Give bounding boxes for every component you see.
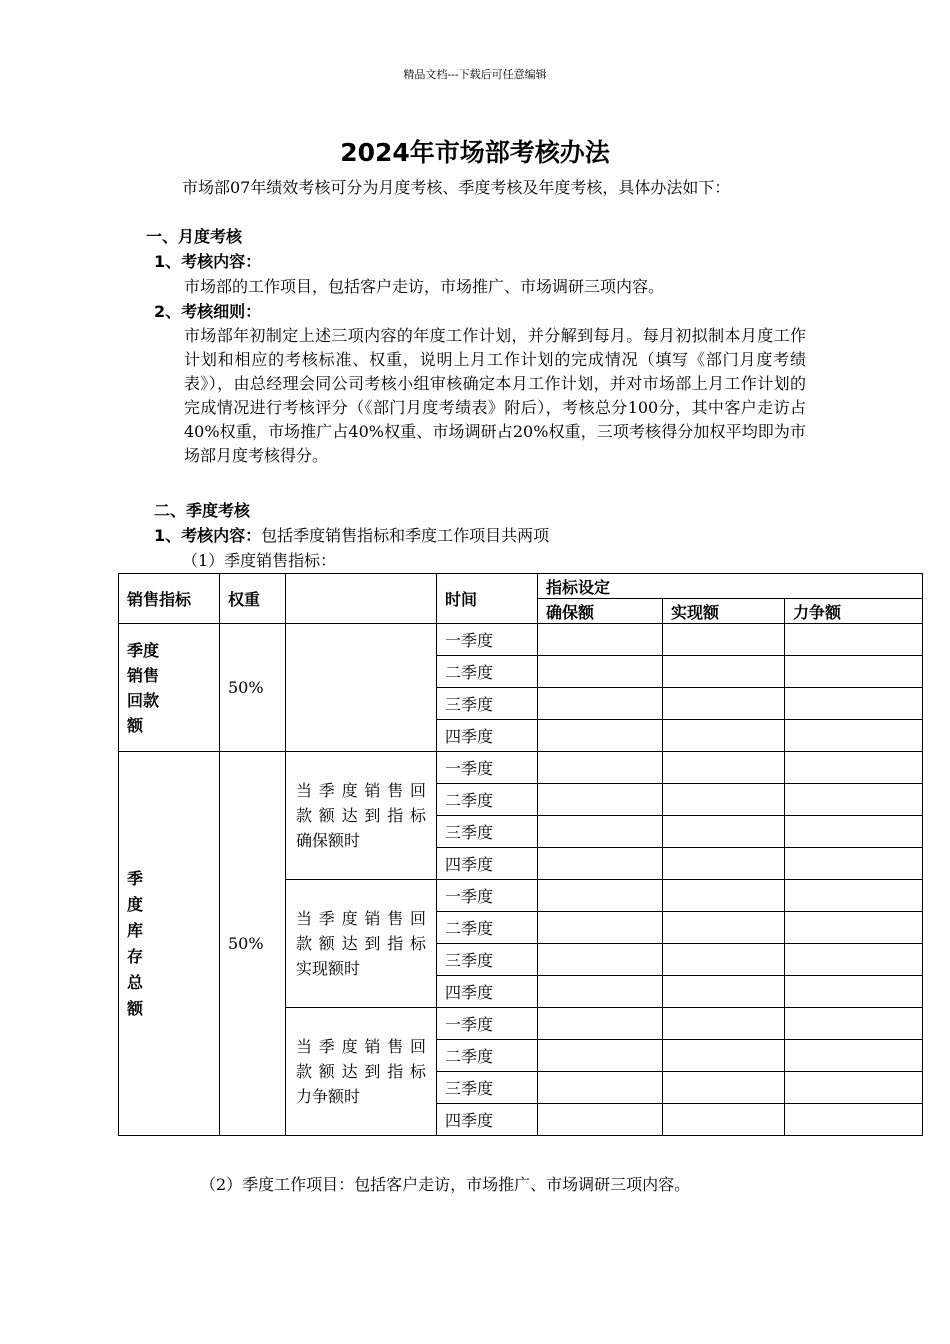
strive-cell[interactable]	[785, 720, 923, 752]
condition-strive: 当季度销售回 款额达到指标 力争额时	[286, 1008, 437, 1136]
quarter-cell: 四季度	[437, 976, 538, 1008]
header-realize: 实现额	[663, 599, 785, 624]
quarter-cell: 三季度	[437, 1072, 538, 1104]
intro-paragraph: 市场部07年绩效考核可分为月度考核、季度考核及年度考核，具体办法如下：	[182, 178, 731, 197]
quarter-cell: 三季度	[437, 816, 538, 848]
realize-cell[interactable]	[663, 976, 785, 1008]
strive-cell[interactable]	[785, 1008, 923, 1040]
header-weight: 权重	[220, 574, 286, 624]
strive-cell[interactable]	[785, 1104, 923, 1136]
realize-cell[interactable]	[663, 720, 785, 752]
guarantee-cell[interactable]	[538, 976, 663, 1008]
quarter-cell: 三季度	[437, 944, 538, 976]
quarter-cell: 四季度	[437, 720, 538, 752]
row1-label: 季度 销售 回款 额	[127, 640, 160, 735]
strive-cell[interactable]	[785, 912, 923, 944]
strive-cell[interactable]	[785, 624, 923, 656]
guarantee-cell[interactable]	[538, 1104, 663, 1136]
strive-cell[interactable]	[785, 1072, 923, 1104]
quarter-cell: 四季度	[437, 1104, 538, 1136]
realize-cell[interactable]	[663, 912, 785, 944]
section2-item1	[154, 524, 549, 548]
guarantee-cell[interactable]	[538, 688, 663, 720]
section2-sub2: （2）季度工作项目：包括客户走访，市场推广、市场调研三项内容。	[200, 1175, 691, 1194]
guarantee-cell[interactable]	[538, 784, 663, 816]
quarter-cell: 四季度	[437, 848, 538, 880]
realize-cell[interactable]	[663, 1104, 785, 1136]
section2-sub1: （1）季度销售指标：	[182, 551, 337, 570]
guarantee-cell[interactable]	[538, 1008, 663, 1040]
sales-target-table	[118, 573, 923, 1136]
header-target-setting: 指标设定	[538, 574, 923, 599]
header-blank	[286, 574, 437, 624]
document-title: 2024年市场部考核办法	[340, 138, 610, 167]
strive-cell[interactable]	[785, 848, 923, 880]
guarantee-cell[interactable]	[538, 1040, 663, 1072]
realize-cell[interactable]	[663, 1072, 785, 1104]
quarter-cell: 一季度	[437, 624, 538, 656]
realize-cell[interactable]	[663, 880, 785, 912]
quarter-cell: 二季度	[437, 1040, 538, 1072]
row2-label-cell	[119, 752, 220, 1136]
table-row	[119, 752, 923, 784]
strive-cell[interactable]	[785, 976, 923, 1008]
quarter-cell: 三季度	[437, 688, 538, 720]
guarantee-cell[interactable]	[538, 848, 663, 880]
header-guarantee: 确保额	[538, 599, 663, 624]
realize-cell[interactable]	[663, 784, 785, 816]
guarantee-cell[interactable]	[538, 656, 663, 688]
realize-cell[interactable]	[663, 816, 785, 848]
realize-cell[interactable]	[663, 1040, 785, 1072]
row1-label-cell	[119, 624, 220, 752]
guarantee-cell[interactable]	[538, 816, 663, 848]
strive-cell[interactable]	[785, 880, 923, 912]
section1-item2-label: 2、考核细则：	[154, 302, 262, 321]
section2-item1-label: 1、考核内容：	[154, 526, 262, 545]
section2-item1-text: 包括季度销售指标和季度工作项目共两项	[261, 526, 550, 545]
row1-weight: 50%	[220, 624, 286, 752]
strive-cell[interactable]	[785, 816, 923, 848]
quarter-cell: 一季度	[437, 1008, 538, 1040]
strive-cell[interactable]	[785, 752, 923, 784]
condition-guarantee: 当季度销售回 款额达到指标 确保额时	[286, 752, 437, 880]
guarantee-cell[interactable]	[538, 624, 663, 656]
realize-cell[interactable]	[663, 656, 785, 688]
strive-cell[interactable]	[785, 784, 923, 816]
page-header: 精品文档---下载后可任意编辑	[403, 68, 547, 81]
condition-realize: 当季度销售回 款额达到指标 实现额时	[286, 880, 437, 1008]
row2-weight: 50%	[220, 752, 286, 1136]
guarantee-cell[interactable]	[538, 720, 663, 752]
strive-cell[interactable]	[785, 656, 923, 688]
strive-cell[interactable]	[785, 1040, 923, 1072]
guarantee-cell[interactable]	[538, 944, 663, 976]
realize-cell[interactable]	[663, 848, 785, 880]
quarter-cell: 一季度	[437, 752, 538, 784]
strive-cell[interactable]	[785, 944, 923, 976]
guarantee-cell[interactable]	[538, 1072, 663, 1104]
section1-heading: 一、月度考核	[146, 227, 243, 246]
quarter-cell: 一季度	[437, 880, 538, 912]
realize-cell[interactable]	[663, 944, 785, 976]
header-sales-indicator: 销售指标	[119, 574, 220, 624]
header-strive: 力争额	[785, 599, 923, 624]
realize-cell[interactable]	[663, 1008, 785, 1040]
row2-label: 季 度 库 存 总 额	[127, 868, 144, 1018]
guarantee-cell[interactable]	[538, 912, 663, 944]
guarantee-cell[interactable]	[538, 752, 663, 784]
section1-item1-label: 1、考核内容：	[154, 252, 262, 271]
section1-item2-text: 市场部年初制定上述三项内容的年度工作计划，并分解到每月。每月初拟制本月度工作计划和相应的考核标准、权重，说明上月工作计划的完成情况（填写《部门月度考绩表》），由总经理会同公司考核小组审核确定本月工作计划，并对市场部上月工作计划的完成情况进行考核评分（《部门月度考绩表》附后），考核总分100分，其中客户走访占40%权重，市场推广占40%权重、市场调研占20%权重，三项考核得分加权平均即为市场部月度考核得分。	[184, 326, 806, 465]
header-time: 时间	[437, 574, 538, 624]
guarantee-cell[interactable]	[538, 880, 663, 912]
realize-cell[interactable]	[663, 624, 785, 656]
row1-blank	[286, 624, 437, 752]
section1-item1-text: 市场部的工作项目，包括客户走访，市场推广、市场调研三项内容。	[184, 277, 665, 296]
quarter-cell: 二季度	[437, 656, 538, 688]
strive-cell[interactable]	[785, 688, 923, 720]
quarter-cell: 二季度	[437, 784, 538, 816]
section2-heading: 二、季度考核	[154, 501, 251, 520]
realize-cell[interactable]	[663, 752, 785, 784]
quarter-cell: 二季度	[437, 912, 538, 944]
realize-cell[interactable]	[663, 688, 785, 720]
table-row	[119, 624, 923, 656]
